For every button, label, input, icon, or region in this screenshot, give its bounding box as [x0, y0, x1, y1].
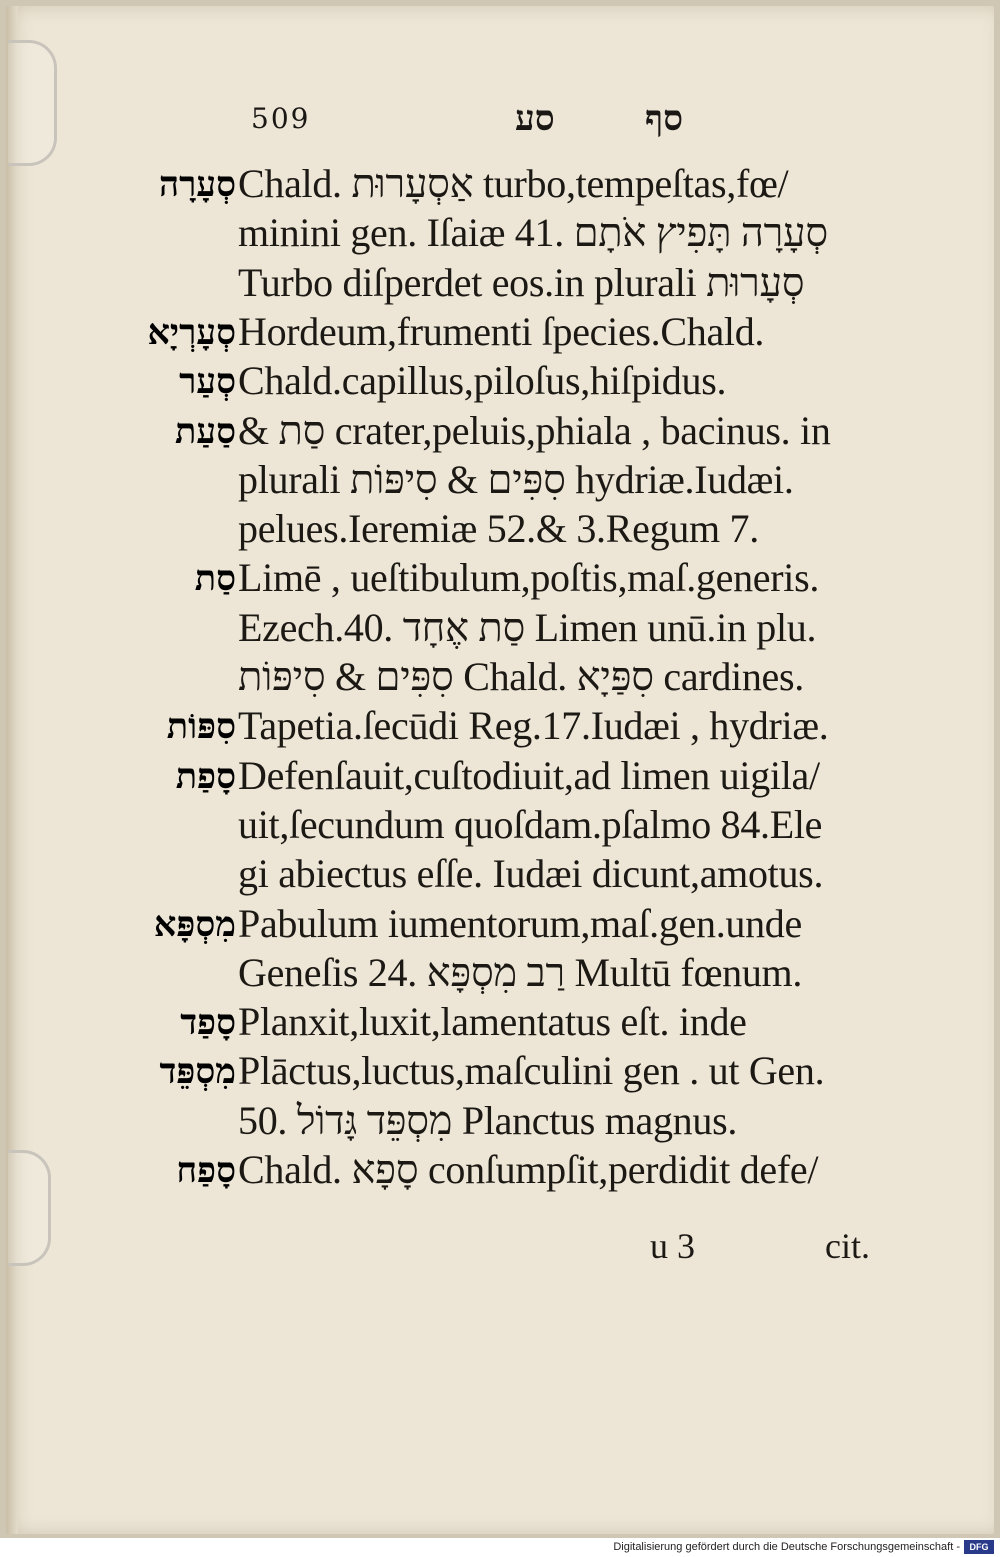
text-line: & סַת crater,peluis,phiala , bacinus. in [238, 408, 831, 453]
text-line: Geneſis 24. רַב מִסְפָּא Multū fœnum. [238, 950, 803, 995]
text-line: Chald. סָפָא conſumpſit,perdidit defe/ [238, 1147, 819, 1192]
entry-headword: מִסְפֵּד [159, 1051, 236, 1092]
entry-headword: סָפַד [180, 1002, 236, 1043]
text-line: Pabulum iumentorum,maſ.gen.unde [238, 901, 802, 946]
running-head-left: סע [515, 98, 555, 139]
catchword: cit. [825, 1226, 870, 1266]
text-line: Chald.capillus,piloſus,hiſpidus. [238, 358, 727, 403]
entry-headword: סַעַת [174, 411, 236, 452]
text-line: Turbo diſperdet eos.in plurali סְעָרוּת [238, 260, 805, 305]
entry-headword: סִפּוֹת [166, 706, 236, 747]
entry-headword: סְעָרָה [158, 164, 236, 205]
text-line: Chald. אַסְעָרוּת turbo,tempeſtas,fœ/ [238, 161, 789, 206]
text-line: uit,ſecundum quoſdam.pſalmo 84.Ele [238, 802, 823, 847]
text-line: Planxit,luxit,lamentatus eſt. inde [238, 999, 747, 1044]
running-header [245, 96, 745, 146]
text-line: plurali סִפִּים & סִיפּוֹת hydriæ.Iudæi. [238, 457, 794, 502]
entry-headword: סְעַר [179, 361, 236, 402]
text-line: Hordeum,frumenti ſpecies.Chald. [238, 309, 765, 354]
text-line: Tapetia.ſecūdi Reg.17.Iudæi , hydriæ. [238, 703, 829, 748]
folio-number: 509 [251, 102, 311, 135]
entry-headword: סַת [194, 558, 236, 599]
digitization-footer [0, 1538, 1000, 1557]
text-line: 50. מִסְפֵּד גָּדוֹל Planctus magnus. [238, 1098, 738, 1143]
text-line: Limē , ueſtibulum,poſtis,maſ.generis. [238, 555, 820, 600]
entry-headword: סָפַח [176, 1150, 236, 1191]
dfg-logo: DFG [964, 1540, 994, 1554]
text-line: Plāctus,luctus,maſculini gen . ut Gen. [238, 1048, 825, 1093]
text-line: סִפִּים & סִיפּוֹת Chald. סִפַּיָא cardines. [238, 654, 804, 699]
page-gutter [6, 6, 18, 1534]
entry-headword: מִסְפָּא [153, 904, 236, 945]
text-line: gi abiectus eſſe. Iudæi dicunt,amotus. [238, 851, 824, 896]
paper-clip-top [8, 40, 57, 166]
text-line: minini gen. Iſaiæ 41. סְעָרָה תָּפִיץ אֹתָם [238, 210, 828, 255]
text-line: Defenſauit,cuſtodiuit,ad limen uigila/ [238, 753, 820, 798]
text-line: pelues.Ieremiæ 52.& 3.Regum 7. [238, 506, 759, 551]
running-head-right: סף [645, 98, 684, 139]
signature-mark: u 3 [650, 1226, 695, 1266]
footer-credit: Digitalisierung gefördert durch die Deutsche Forschungsgemeinschaft - [613, 1541, 960, 1553]
paper-clip-bottom [8, 1150, 51, 1266]
text-line: Ezech.40. סַת אֶחָד Limen unū.in plu. [238, 605, 817, 650]
entry-headword: סָפַת [175, 756, 236, 797]
entry-headword: סְעָרְיָא [147, 312, 236, 353]
